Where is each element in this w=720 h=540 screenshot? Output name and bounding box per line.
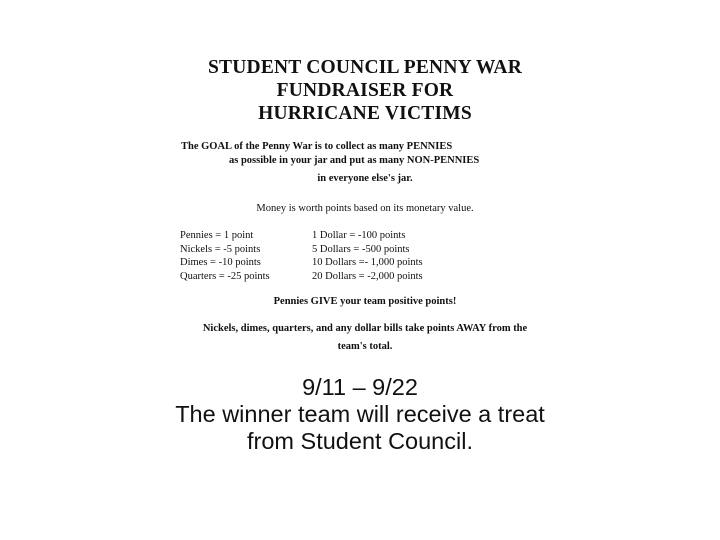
goal-line-1: The GOAL of the Penny War is to collect as many PENNIES <box>181 141 453 152</box>
value-item: 10 Dollars =- 1,000 points <box>312 257 423 268</box>
value-item: Quarters = -25 points <box>180 270 270 282</box>
flyer-title-line-3: HURRICANE VICTIMS <box>258 103 472 124</box>
caption-line-2: from Student Council. <box>247 428 473 454</box>
goal-line-3: in everyone else's jar. <box>317 173 413 184</box>
value-item: Pennies = 1 point <box>180 230 254 241</box>
away-line-2: team's total. <box>337 341 393 352</box>
value-item: Nickels = -5 points <box>180 243 261 255</box>
goal-line-2: as possible in your jar and put as many NON-PENNIES <box>229 155 480 166</box>
coin-values-list <box>180 229 270 283</box>
value-item: 5 Dollars = -500 points <box>312 243 410 255</box>
value-item: Dimes = -10 points <box>180 257 261 268</box>
caption-line-1: The winner team will receive a treat <box>175 401 545 427</box>
slide-caption <box>0 374 720 455</box>
away-line-1: Nickels, dimes, quarters, and any dollar bills take points AWAY from the <box>202 323 528 334</box>
worth-text: Money is worth points based on its monetary value. <box>256 203 474 214</box>
penny-war-flyer-image <box>170 50 560 360</box>
positive-points-text: Pennies GIVE your team positive points! <box>273 296 457 307</box>
flyer-title-line-2: FUNDRAISER FOR <box>276 80 454 101</box>
value-item: 1 Dollar = -100 points <box>312 230 406 241</box>
caption-dates: 9/11 – 9/22 <box>302 374 418 400</box>
value-item: 20 Dollars = -2,000 points <box>312 270 423 282</box>
bill-values-list <box>312 229 423 283</box>
flyer-title-line-1: STUDENT COUNCIL PENNY WAR <box>208 57 522 78</box>
